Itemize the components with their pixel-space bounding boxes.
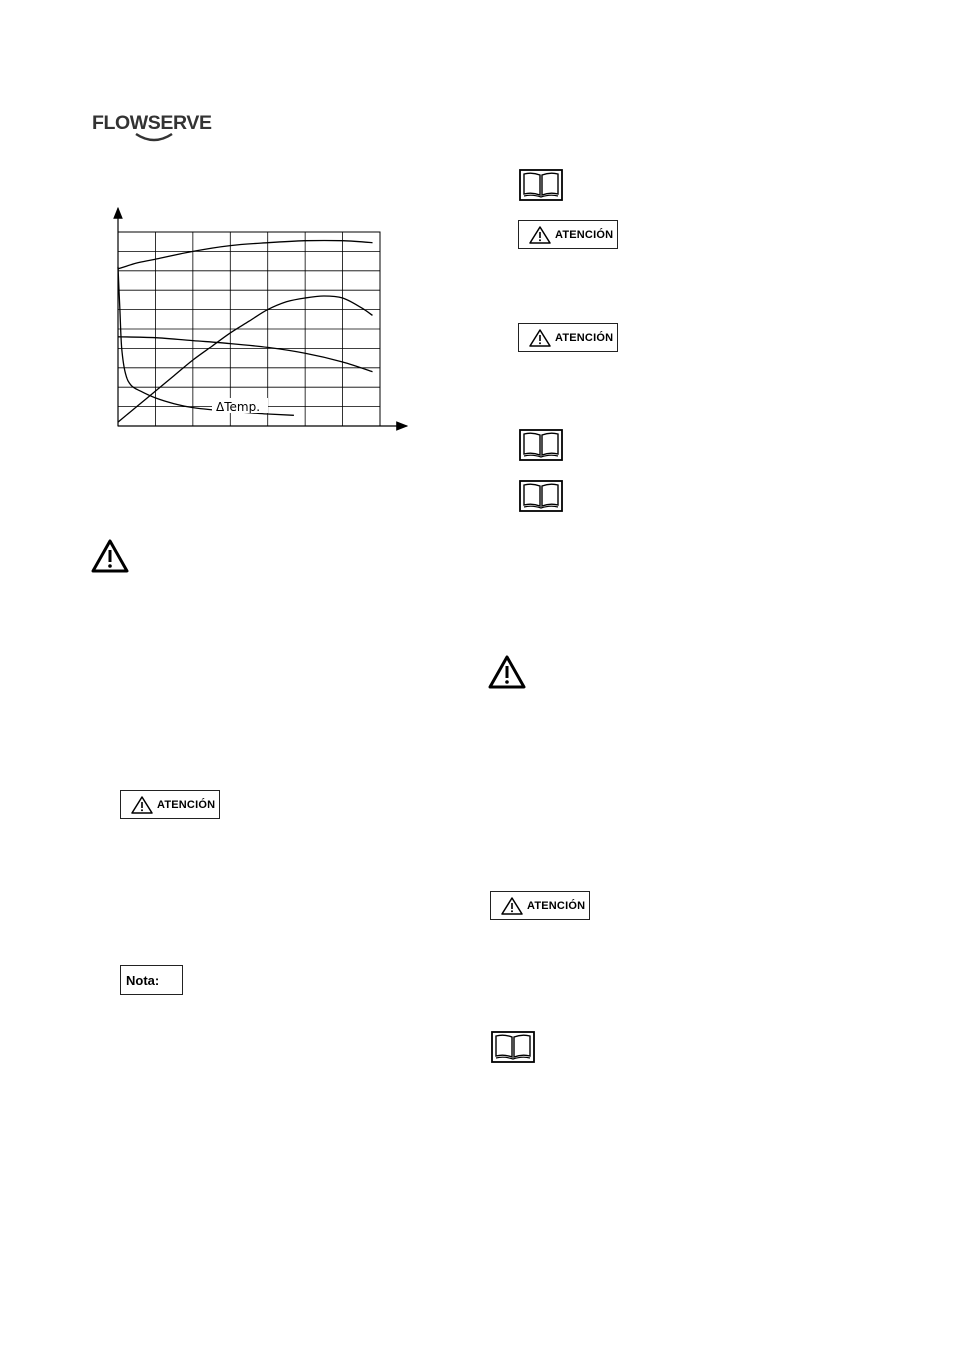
- nota-badge: [120, 965, 183, 995]
- svg-text:ΔTemp.: ΔTemp.: [216, 400, 261, 414]
- book-icon: [519, 169, 563, 201]
- book-icon: [519, 429, 563, 461]
- atencion-badge: [490, 891, 590, 920]
- warning-small-icon: [501, 897, 523, 915]
- annotation-delta-temp: [212, 398, 268, 414]
- atencion-badge: [518, 220, 618, 249]
- atencion-badge: [120, 790, 220, 819]
- book-icon: [519, 480, 563, 512]
- book-icon: [491, 1031, 535, 1063]
- logo-text: FLOWSERVE: [92, 112, 212, 134]
- nota-label: Nota:: [126, 972, 160, 988]
- atencion-label: ATENCIÓN: [555, 228, 614, 241]
- series-line-3: [118, 337, 373, 372]
- flowserve-logo: [92, 110, 212, 146]
- atencion-label: ATENCIÓN: [555, 331, 614, 344]
- atencion-badge: [518, 323, 618, 352]
- warning-triangle-icon: [487, 654, 527, 690]
- atencion-label: ATENCIÓN: [527, 899, 586, 912]
- warning-triangle-icon: [90, 538, 130, 574]
- performance-chart: [95, 200, 415, 440]
- atencion-label: ATENCIÓN: [157, 798, 216, 811]
- warning-small-icon: [529, 329, 551, 347]
- warning-small-icon: [131, 796, 153, 814]
- series-line-1: [118, 240, 373, 268]
- warning-small-icon: [529, 226, 551, 244]
